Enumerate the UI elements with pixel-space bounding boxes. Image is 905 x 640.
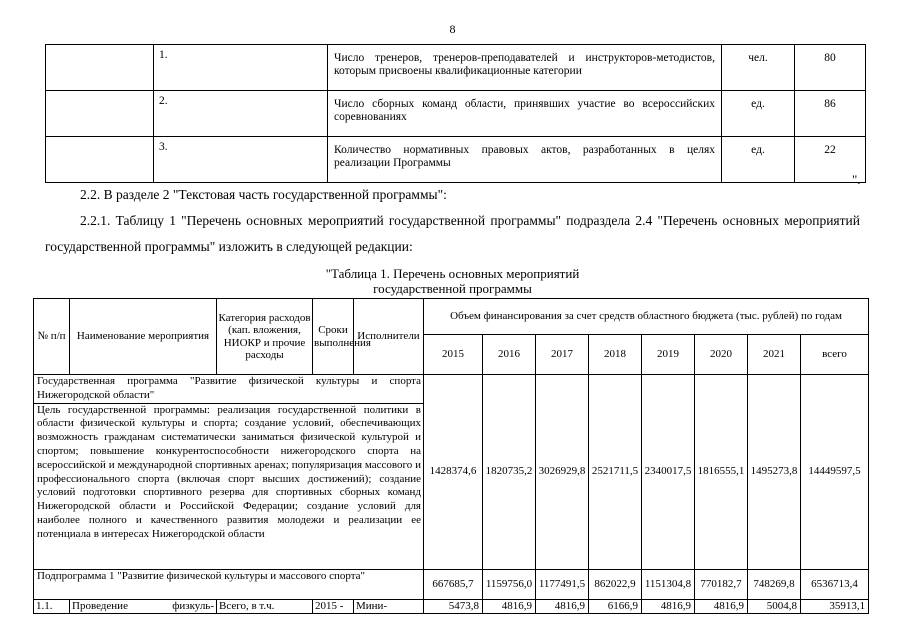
program-value: 1428374,6 xyxy=(424,375,483,570)
program-value: 1816555,1 xyxy=(695,375,748,570)
program-value: 2521711,5 xyxy=(589,375,642,570)
subprogram-value: 1159756,0 xyxy=(483,569,536,599)
subprogram-value: 862022,9 xyxy=(589,569,642,599)
header-year-total: всего xyxy=(801,335,869,375)
indicator-name: Число сборных команд области, принявших участие во всероссийских соревнованиях xyxy=(328,91,722,137)
row-value: 4816,9 xyxy=(695,599,748,613)
subprogram-title: Подпрограмма 1 "Развитие физической культуры и массового спорта" xyxy=(34,569,424,599)
table-caption: "Таблица 1. Перечень основных мероприятий xyxy=(325,266,580,281)
indicator-value: 80 xyxy=(795,45,866,91)
subprogram-value: 770182,7 xyxy=(695,569,748,599)
header-name: Наименование мероприятия xyxy=(70,299,217,375)
subprogram-value-total: 6536713,4 xyxy=(801,569,869,599)
closing-quote: ". xyxy=(852,172,861,187)
table-row xyxy=(34,599,869,613)
subprogram-value: 1151304,8 xyxy=(642,569,695,599)
header-num: № п/п xyxy=(34,299,70,375)
header-category: Категория расходов (кап. вложения, НИОКР и прочие расходы xyxy=(217,299,313,375)
row-value: 4816,9 xyxy=(642,599,695,613)
indicator-unit: чел. xyxy=(722,45,795,91)
header-executors: Исполнители xyxy=(354,299,424,375)
table-row xyxy=(46,45,866,91)
program-value: 2340017,5 xyxy=(642,375,695,570)
program-value: 3026929,8 xyxy=(536,375,589,570)
program-goal: Цель государственной программы: реализация государственной политики в области физической культуры и спорта; создание условий, обеспечивающих возможность гражданам систематически заниматься физической культурой и спортом; повышение конкурентоспособности нижегородского спорта на всероссийской и международной спортивных аренах; популяризация массового и профессионального спорта (включая спорт высших достижений); создание условий подготовки спортивного резерва для спортивных сборных команд Нижегородской области и Российской Федерации; создание условий для наиболее полного и качественного развития молодежи и реализации ее потенциала в интересах Нижегородской области xyxy=(34,403,424,569)
row-value: 4816,9 xyxy=(536,599,589,613)
table-row xyxy=(46,91,866,137)
subprogram-value: 748269,8 xyxy=(748,569,801,599)
header-term: Сроки выполнения xyxy=(313,299,354,375)
row-value: 5004,8 xyxy=(748,599,801,613)
table-row xyxy=(46,137,866,183)
table-caption-continued: государственной программы xyxy=(373,281,532,296)
program-title: Государственная программа "Развитие физической культуры и спорта Нижегородской области" xyxy=(34,375,424,404)
row-executors: Мини- xyxy=(354,599,424,613)
program-value-total: 14449597,5 xyxy=(801,375,869,570)
program-value: 1820735,2 xyxy=(483,375,536,570)
header-year: 2017 xyxy=(536,335,589,375)
indicator-name: Количество нормативных правовых актов, разработанных в целях реализации Программы xyxy=(328,137,722,183)
header-year: 2016 xyxy=(483,335,536,375)
row-value: 5473,8 xyxy=(424,599,483,613)
header-year: 2019 xyxy=(642,335,695,375)
activities-table xyxy=(33,298,869,614)
indicator-num: 2. xyxy=(154,91,328,137)
subprogram-value: 667685,7 xyxy=(424,569,483,599)
paragraph-table-replacement: 2.2.1. Таблицу 1 "Перечень основных мероприятий государственной программы" подраздела 2.4 "Перечень основных мероприятий государственной программы" изложить в следующей редакции: xyxy=(45,213,860,254)
indicator-value: 86 xyxy=(795,91,866,137)
empty-cell xyxy=(46,137,154,183)
header-row xyxy=(34,299,869,335)
table-row xyxy=(34,375,869,404)
header-year: 2018 xyxy=(589,335,642,375)
empty-cell xyxy=(46,45,154,91)
header-year: 2015 xyxy=(424,335,483,375)
row-category: Всего, в т.ч. xyxy=(217,599,313,613)
indicator-value: 22 xyxy=(795,137,866,183)
header-year: 2020 xyxy=(695,335,748,375)
table-row xyxy=(34,569,869,599)
row-num: 1.1. xyxy=(34,599,70,613)
row-value: 6166,9 xyxy=(589,599,642,613)
indicator-num: 3. xyxy=(154,137,328,183)
paragraph-section-2: 2.2. В разделе 2 "Текстовая часть государственной программы": xyxy=(80,187,447,202)
header-year: 2021 xyxy=(748,335,801,375)
indicator-num: 1. xyxy=(154,45,328,91)
row-name: Проведение физкуль- xyxy=(70,599,217,613)
row-term: 2015 - xyxy=(313,599,354,613)
indicator-unit: ед. xyxy=(722,137,795,183)
indicator-unit: ед. xyxy=(722,91,795,137)
empty-cell xyxy=(46,91,154,137)
row-value: 4816,9 xyxy=(483,599,536,613)
row-value-total: 35913,1 xyxy=(801,599,869,613)
program-value: 1495273,8 xyxy=(748,375,801,570)
header-funding: Объем финансирования за счет средств областного бюджета (тыс. рублей) по годам xyxy=(424,299,869,335)
subprogram-value: 1177491,5 xyxy=(536,569,589,599)
page-number: 8 xyxy=(449,22,456,36)
indicators-table xyxy=(45,44,866,183)
indicator-name: Число тренеров, тренеров-преподавателей и инструкторов-методистов, которым присвоены квалификационные категории xyxy=(328,45,722,91)
